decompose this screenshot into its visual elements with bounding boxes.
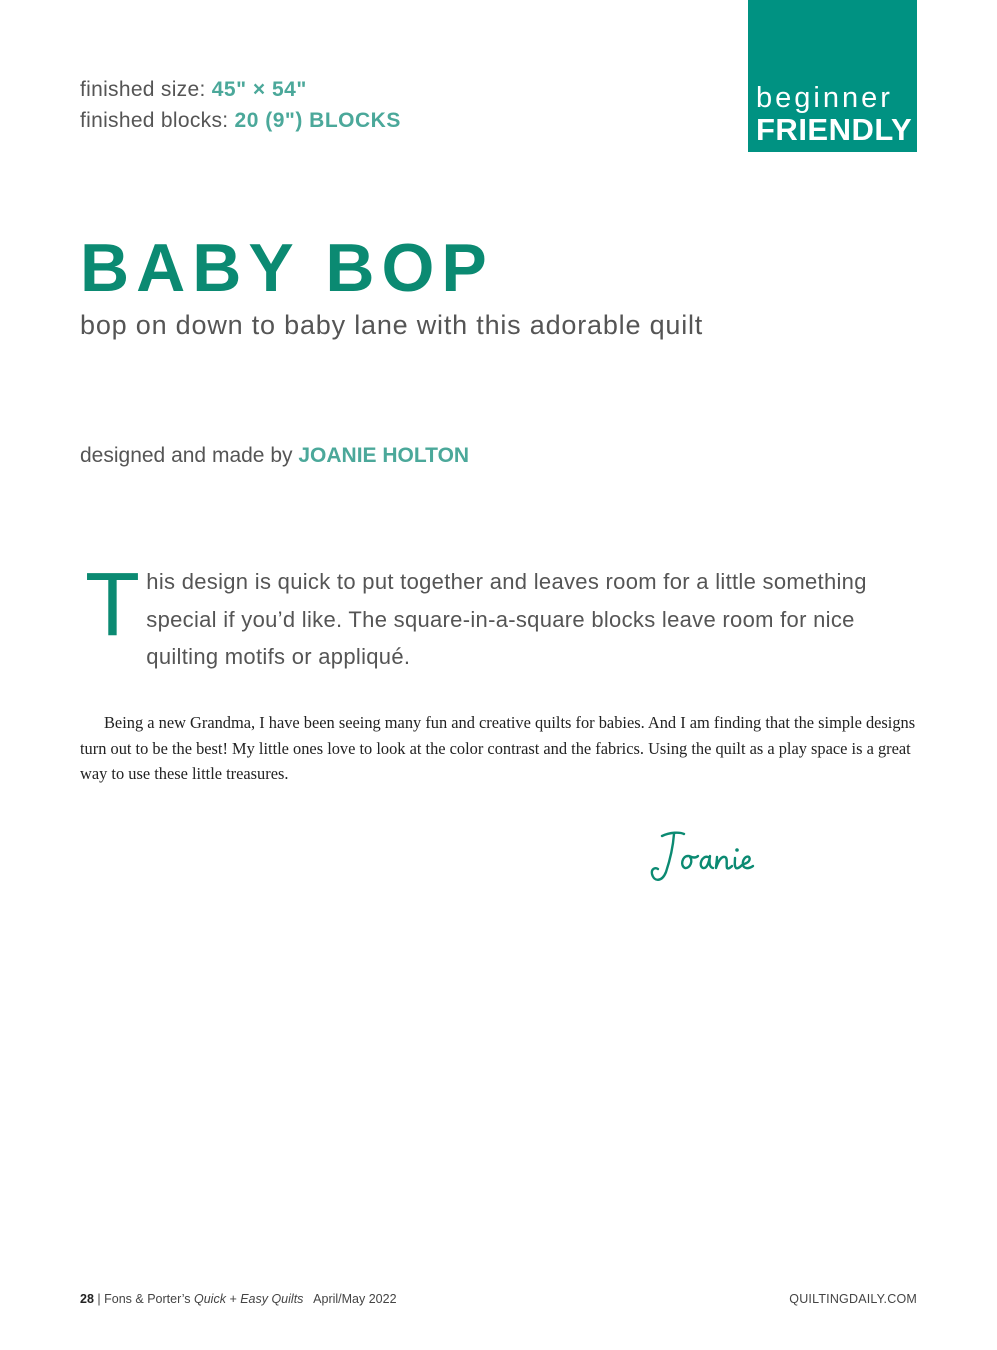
intro-text: his design is quick to put together and leaves room for a little something special if you’d like. The square-in-a-square blocks leave room for nice quilting motifs or appliqué. [146,569,867,669]
finished-blocks [80,105,401,136]
quilt-specs [80,74,401,136]
publication-name: Fons & Porter’s [104,1292,191,1306]
publication-title: Quick + Easy Quilts [194,1292,304,1306]
finished-size-value: 45" × 54" [211,78,307,101]
finished-blocks-label: finished blocks: [80,109,229,132]
signature-graphic [640,822,770,892]
footer-website: QUILTINGDAILY.COM [789,1292,917,1306]
footer-separator: | [97,1292,101,1306]
footer-publication [80,1292,397,1306]
finished-size-label: finished size: [80,78,206,101]
designer-prefix: designed and made by [80,444,293,467]
finished-blocks-value: 20 (9") BLOCKS [234,109,401,132]
intro-paragraph [85,555,899,676]
designer-credit [80,444,469,468]
body-paragraph: Being a new Grandma, I have been seeing many fun and creative quilts for babies. And I am finding that the simple designs turn out to be the best! My little ones love to look at the color contrast and the fabrics. Using the quilt as a play space is a great way to use these little treasures. [80,713,916,783]
pattern-title: BABY BOP [80,230,494,306]
badge-line-2: FRIENDLY [756,112,913,147]
designer-signature [640,822,770,897]
finished-size [80,74,401,105]
page-number: 28 [80,1292,94,1306]
designer-name: JOANIE HOLTON [298,444,470,467]
drop-cap: T [85,555,141,655]
beginner-friendly-badge [748,0,917,152]
issue-date: April/May 2022 [313,1292,397,1306]
badge-line-1: beginner [756,82,893,114]
pattern-subtitle: bop on down to baby lane with this adorable quilt [80,310,704,340]
